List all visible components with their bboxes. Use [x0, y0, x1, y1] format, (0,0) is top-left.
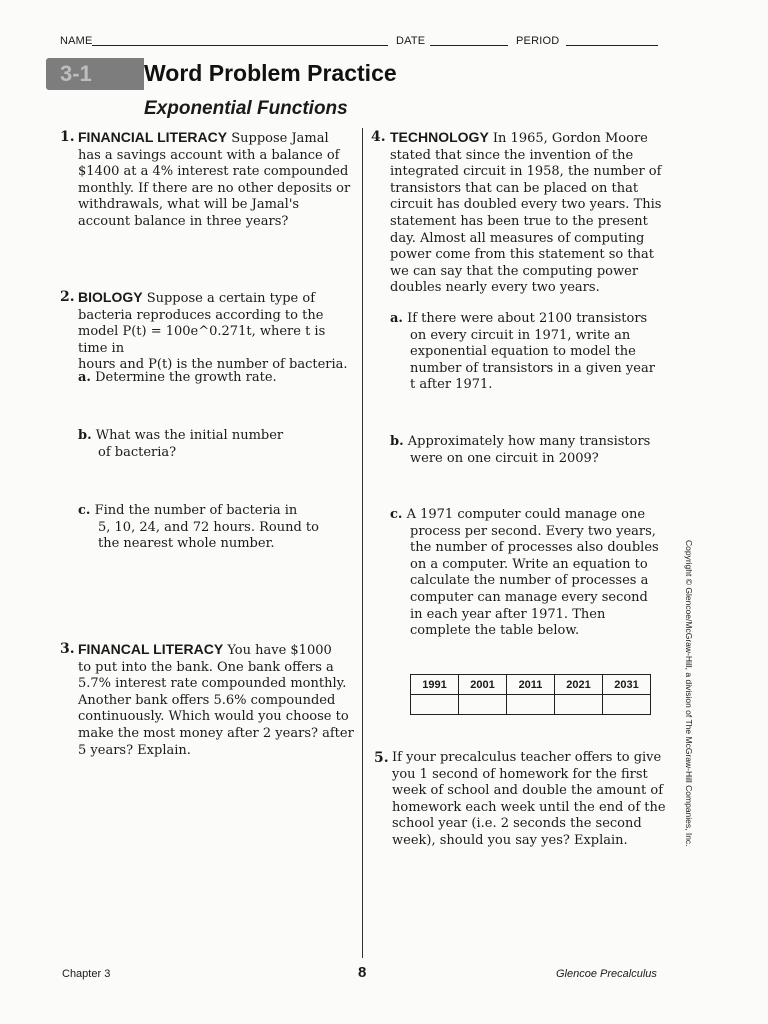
problem-2-number: 2.	[60, 289, 75, 305]
footer-chapter: Chapter 3	[62, 968, 111, 980]
page-subtitle: Exponential Functions	[144, 98, 348, 119]
copyright-notice: Copyright © Glencoe/McGraw-Hill, a division of The McGraw-Hill Companies, Inc.	[684, 540, 694, 847]
problem-4a: a. If there were about 2100 transistors on every circuit in 1971, write an exponential equation to model the number of transistors in a given year t after 1971.	[390, 311, 655, 393]
problem-3-topic: FINANCAL LITERACY	[78, 641, 224, 657]
table-header-row	[411, 675, 651, 695]
column-divider	[362, 128, 363, 958]
problem-3-number: 3.	[60, 641, 75, 657]
year-cell: 2031	[603, 675, 651, 695]
lesson-number: 3-1	[60, 61, 92, 86]
problem-2: BIOLOGY Suppose a certain type of bacteria reproduces according to the model P(t) = 100e^0.271t, where t is time in hours and P(t) is the number of bacteria.	[78, 289, 348, 373]
period-label: PERIOD	[516, 35, 560, 47]
problem-4b: b. Approximately how many transistors were on one circuit in 2009?	[390, 434, 651, 466]
footer-book: Glencoe Precalculus	[556, 968, 657, 980]
date-label: DATE	[396, 35, 426, 47]
years-table	[410, 674, 651, 715]
answer-cell[interactable]	[603, 695, 651, 715]
name-line[interactable]	[92, 45, 388, 46]
answer-cell[interactable]	[507, 695, 555, 715]
problem-5: If your precalculus teacher offers to give you 1 second of homework for the first week of school and double the amount of homework each week until the end of the school year (i.e. 2 seconds the second week), should you say yes? Explain.	[392, 750, 666, 848]
year-cell: 2021	[555, 675, 603, 695]
page-title: Word Problem Practice	[144, 60, 397, 86]
problem-1-topic: FINANCIAL LITERACY	[78, 129, 228, 145]
year-cell: 2011	[507, 675, 555, 695]
problem-5-number: 5.	[374, 750, 389, 766]
answer-cell[interactable]	[555, 695, 603, 715]
problem-1-number: 1.	[60, 129, 75, 145]
problem-4: TECHNOLOGY In 1965, Gordon Moore stated that since the invention of the integrated circuit in 1958, the number of transistors that can be placed on that circuit has doubled every two years. This statement has been true to the present day. Almost all measures of computing power come from this statement so that we can say that the computing power doubles nearly every two years.	[390, 129, 662, 296]
problem-4-number: 4.	[371, 129, 386, 145]
answer-cell[interactable]	[459, 695, 507, 715]
period-line[interactable]	[566, 45, 658, 46]
year-cell: 2001	[459, 675, 507, 695]
problem-2a: a. Determine the growth rate.	[78, 370, 277, 385]
answer-cell[interactable]	[411, 695, 459, 715]
table-answer-row	[411, 695, 651, 715]
problem-1: FINANCIAL LITERACY Suppose Jamal has a savings account with a balance of $1400 at a 4% interest rate compounded monthly. If there are no other deposits or withdrawals, what will be Jamal's account balance in three years?	[78, 129, 351, 229]
problem-2-topic: BIOLOGY	[78, 289, 143, 305]
page-number: 8	[358, 964, 367, 981]
problem-4-topic: TECHNOLOGY	[390, 129, 489, 145]
problem-4c: c. A 1971 computer could manage one process per second. Every two years, the number of processes also doubles on a computer. Write an equation to calculate the number of processes a computer can manage every second in each year after 1971. Then complete the table below.	[390, 507, 659, 639]
name-label: NAME	[60, 35, 93, 47]
date-line[interactable]	[430, 45, 508, 46]
problem-2c: c. Find the number of bacteria in 5, 10, 24, and 72 hours. Round to the nearest whole number.	[78, 503, 319, 552]
year-cell: 1991	[411, 675, 459, 695]
problem-3: FINANCAL LITERACY You have $1000 to put into the bank. One bank offers a 5.7% interest rate compounded monthly. Another bank offers 5.6% compounded continuously. Which would you choose to make the most money after 2 years? after 5 years? Explain.	[78, 641, 354, 758]
problem-2b: b. What was the initial number of bacteria?	[78, 428, 284, 460]
